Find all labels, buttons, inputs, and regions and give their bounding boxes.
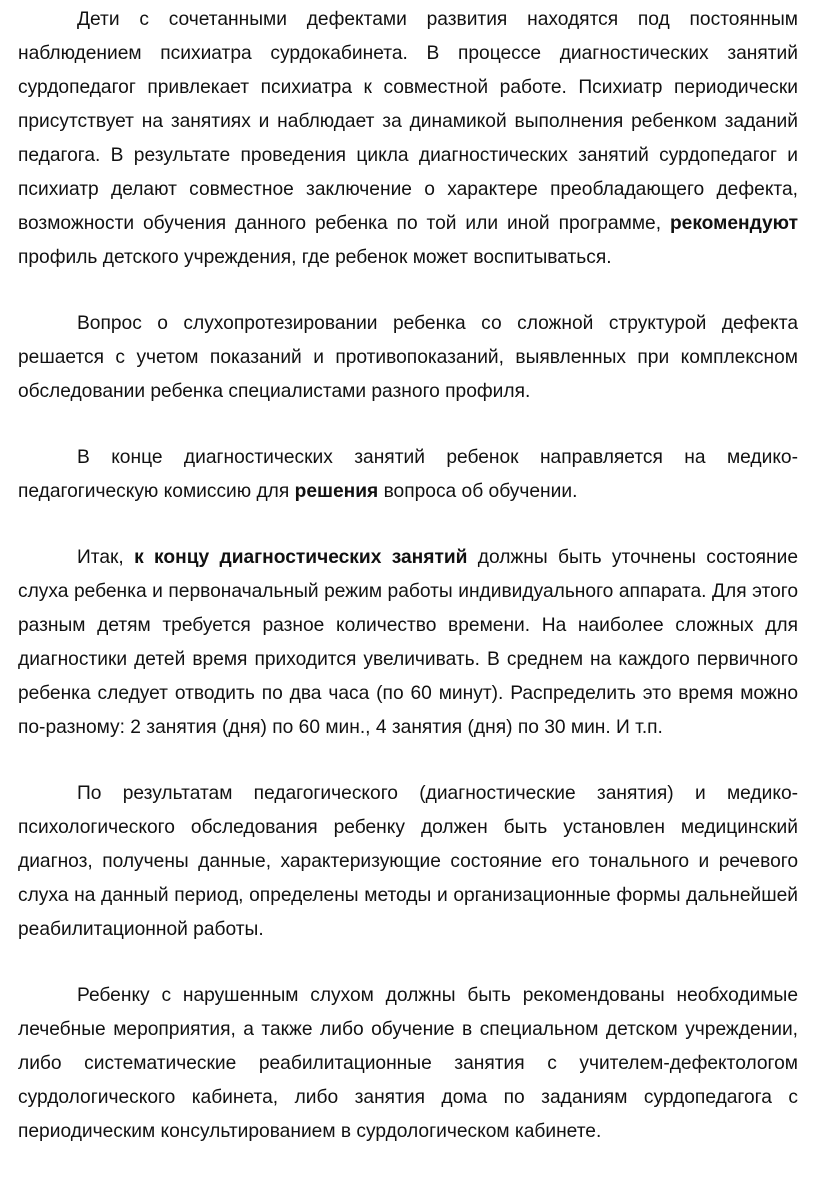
paragraph-text: Итак, — [77, 547, 135, 568]
paragraph-hearing-aid-fitting — [18, 307, 798, 409]
paragraph-text: Дети с сочетанными дефектами развития находятся под постоянным наблюдением психиатра сурдокабинета. В процессе диагностических занятий сурдопедагог привлекает психиатра к совместной работе. Психиатр периодически присутствует на занятиях и наблюдает за динамикой выполнения ребенком заданий педагога. В результате проведения цикла диагностических занятий сурдопедагог и психиатр делают совместное заключение о характере преобладающего дефекта, возможности обучения данного ребенка по той или иной программе, — [18, 9, 798, 234]
document-page — [18, 0, 798, 1149]
paragraph-recommendations — [18, 979, 798, 1149]
paragraph-text: Вопрос о слухопротезировании ребенка со сложной структурой дефекта решается с учетом показаний и противопоказаний, выявленных при комплексном обследовании ребенка специалистами разного профиля. — [18, 313, 798, 402]
paragraph-text: профиль детского учреждения, где ребенок может воспитываться. — [18, 247, 612, 268]
paragraph-text: вопроса об обучении. — [378, 481, 578, 502]
paragraph-examination-results — [18, 777, 798, 947]
bold-term-end-of-sessions: к концу диагностических занятий — [134, 547, 468, 568]
paragraph-text: По результатам педагогического (диагностические занятия) и медико-психологического обследования ребенку должен быть установлен медицинский диагноз, получены данные, характеризующие состояние его тонального и речевого слуха на данный период, определены методы и организационные формы дальнейшей реабилитационной работы. — [18, 783, 798, 940]
paragraph-end-of-diagnostics — [18, 541, 798, 745]
bold-term-recommend: рекомендуют — [669, 213, 798, 234]
paragraph-commission-referral — [18, 441, 798, 509]
bold-term-decision: решения — [294, 481, 379, 502]
paragraph-psychiatrist-observation — [18, 3, 798, 275]
paragraph-text: должны быть уточнены состояние слуха ребенка и первоначальный режим работы индивидуального аппарата. Для этого разным детям требуется разное количество времени. На наиболее сложных для диагностики детей время приходится увеличивать. В среднем на каждого первичного ребенка следует отводить по два часа (по 60 минут). Распределить это время можно по-разному: 2 занятия (дня) по 60 мин., 4 занятия (дня) по 30 мин. И т.п. — [18, 547, 799, 738]
paragraph-text: Ребенку с нарушенным слухом должны быть рекомендованы необходимые лечебные мероприятия, а также либо обучение в специальном детском учреждении, либо систематические реабилитационные занятия с учителем-дефектологом сурдологического кабинета, либо занятия дома по заданиям сурдопедагога с периодическим консультированием в сурдологическом кабинете. — [18, 985, 798, 1142]
paragraph-text: В конце диагностических занятий ребенок направляется на медико-педагогическую комиссию для — [18, 447, 798, 502]
